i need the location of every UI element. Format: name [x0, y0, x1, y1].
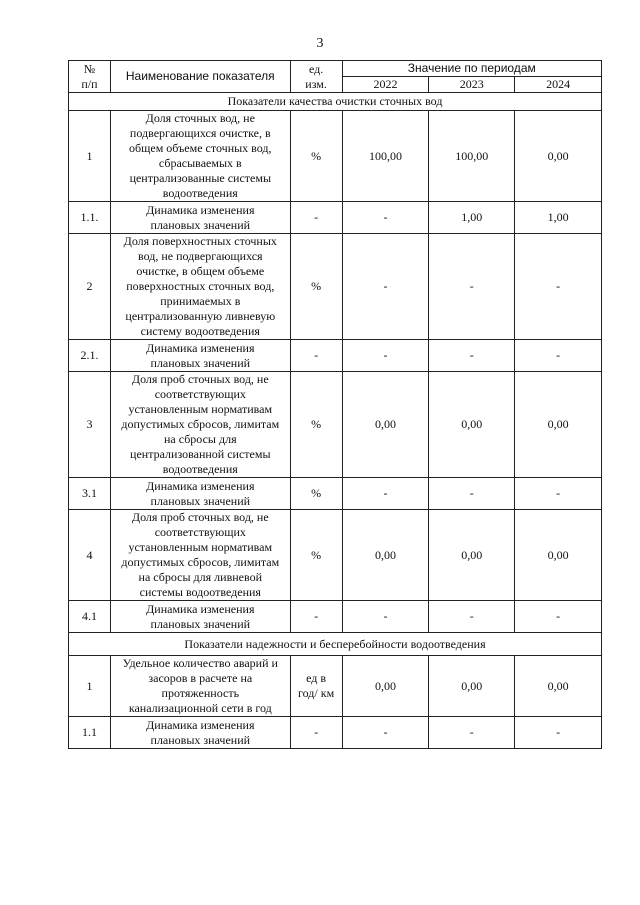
indicator-name [110, 202, 290, 234]
indicator-name-line: плановых значений [150, 732, 251, 747]
indicator-name-line: допустимых сбросов, лимитам [121, 555, 280, 569]
header-year-2024: 2024 [515, 77, 602, 93]
unit-cell: % [290, 478, 342, 510]
section-title: Показатели надежности и бесперебойности водоотведения [69, 633, 602, 656]
row-number: 1.1. [69, 202, 111, 234]
indicator-name-line: централизованную ливневую [125, 309, 276, 323]
row-number: 3 [69, 372, 111, 478]
indicator-name-line: Динамика изменения [146, 202, 255, 217]
section-row [69, 633, 602, 656]
header-num-line2: п/п [81, 76, 98, 91]
indicator-name-line: водоотведения [162, 462, 238, 476]
indicator-name-line: плановых значений [150, 217, 251, 232]
value-2023: - [429, 717, 515, 749]
indicator-name-line: водоотведения [162, 186, 238, 200]
indicator-name [110, 372, 290, 478]
header-num-cell [69, 61, 111, 93]
indicator-name-line: подвергающихся очистке, в [129, 126, 271, 140]
indicator-name-line: плановых значений [150, 616, 251, 631]
value-2022: 100,00 [342, 111, 429, 202]
value-2023: 100,00 [429, 111, 515, 202]
indicator-name-line: централизованной системы [130, 447, 271, 461]
indicator-name-line: установленным нормативам [128, 540, 273, 554]
unit-cell: % [290, 510, 342, 601]
value-2023: - [429, 340, 515, 372]
row-number: 1.1 [69, 717, 111, 749]
indicator-name-line: соответствующих [154, 387, 246, 401]
table-row [69, 656, 602, 717]
value-2023: 1,00 [429, 202, 515, 234]
header-unit-line2: изм. [305, 76, 327, 91]
unit-cell: % [290, 372, 342, 478]
unit-cell: - [290, 717, 342, 749]
value-2022: - [342, 340, 429, 372]
indicator-name-line: Удельное количество аварий и [122, 656, 278, 670]
indicators-table [68, 60, 602, 749]
header-year-2023: 2023 [429, 77, 515, 93]
value-2023: 0,00 [429, 510, 515, 601]
value-2024: - [515, 478, 602, 510]
unit-cell: % [290, 111, 342, 202]
value-2022: 0,00 [342, 372, 429, 478]
section-row [69, 93, 602, 111]
indicator-name-line: на сбросы для ливневой [138, 570, 263, 584]
value-2022: - [342, 601, 429, 633]
indicator-name-line: допустимых сбросов, лимитам [121, 417, 280, 431]
page-number: 3 [316, 36, 324, 51]
unit-cell: - [290, 202, 342, 234]
indicator-name-line: соответствующих [154, 525, 246, 539]
value-2023: 0,00 [429, 656, 515, 717]
row-number: 4.1 [69, 601, 111, 633]
value-2022: 0,00 [342, 510, 429, 601]
unit-cell [290, 656, 342, 717]
table-row [69, 372, 602, 478]
table-row [69, 340, 602, 372]
indicator-name-line: централизованные системы [129, 171, 272, 185]
unit-line: ед в [306, 671, 327, 685]
indicator-name-line: вод, не подвергающихся [138, 249, 263, 263]
value-2024: - [515, 717, 602, 749]
indicator-name [110, 111, 290, 202]
indicator-name-line: очистке, в общем объеме [136, 264, 265, 278]
indicator-name-line: Доля проб сточных вод, не [131, 510, 269, 524]
value-2024: 0,00 [515, 372, 602, 478]
row-number: 1 [69, 656, 111, 717]
indicator-name-line: системы водоотведения [139, 585, 261, 599]
indicator-name [110, 234, 290, 340]
indicator-name [110, 478, 290, 510]
value-2022: - [342, 202, 429, 234]
value-2024: - [515, 601, 602, 633]
value-2024: 0,00 [515, 656, 602, 717]
value-2024: 1,00 [515, 202, 602, 234]
indicator-name-line: установленным нормативам [128, 402, 273, 416]
indicator-name-line: протяженность [161, 686, 240, 700]
indicator-name-line: плановых значений [150, 493, 251, 508]
table-row [69, 717, 602, 749]
header-values-cell: Значение по периодам [342, 61, 601, 77]
indicator-name [110, 510, 290, 601]
value-2022: - [342, 717, 429, 749]
indicator-name-line: Динамика изменения [146, 340, 255, 355]
indicator-name-line: сбрасываемых в [158, 156, 242, 170]
header-year-2022: 2022 [342, 77, 429, 93]
value-2023: 0,00 [429, 372, 515, 478]
indicator-name-line: Динамика изменения [146, 478, 255, 493]
value-2023: - [429, 601, 515, 633]
indicator-name-line: Доля проб сточных вод, не [131, 372, 269, 386]
unit-cell: - [290, 340, 342, 372]
indicator-name [110, 656, 290, 717]
header-row-1 [69, 61, 602, 77]
indicator-name [110, 340, 290, 372]
indicator-name-line: общем объеме сточных вод, [129, 141, 272, 155]
unit-cell: - [290, 601, 342, 633]
indicator-name-line: плановых значений [150, 355, 251, 370]
indicator-name-line: систему водоотведения [140, 324, 260, 338]
indicator-name-line: Доля поверхностных сточных [123, 234, 277, 248]
indicator-name-line: Динамика изменения [146, 717, 255, 732]
indicator-name-line: засоров в расчете на [148, 671, 253, 685]
value-2022: - [342, 478, 429, 510]
table-row [69, 510, 602, 601]
row-number: 2.1. [69, 340, 111, 372]
indicator-name-line: на сбросы для [163, 432, 237, 446]
table-row [69, 478, 602, 510]
unit-cell: % [290, 234, 342, 340]
value-2024: - [515, 234, 602, 340]
indicator-name-line: принимаемых в [160, 294, 241, 308]
indicator-name-line: Доля сточных вод, не [145, 111, 255, 125]
indicator-name-line: канализационной сети в год [128, 701, 272, 715]
indicator-name [110, 717, 290, 749]
table-row [69, 601, 602, 633]
header-name-cell: Наименование показателя [110, 61, 290, 93]
row-number: 3.1 [69, 478, 111, 510]
unit-line: год/ км [298, 686, 335, 700]
value-2023: - [429, 234, 515, 340]
section-title: Показатели качества очистки сточных вод [69, 93, 602, 111]
row-number: 2 [69, 234, 111, 340]
header-unit-cell [290, 61, 342, 93]
indicator-name-line: Динамика изменения [146, 601, 255, 616]
value-2022: - [342, 234, 429, 340]
table-row [69, 234, 602, 340]
indicator-name [110, 601, 290, 633]
row-number: 4 [69, 510, 111, 601]
table-row [69, 202, 602, 234]
row-number: 1 [69, 111, 111, 202]
header-num-line1: № [83, 61, 96, 76]
value-2022: 0,00 [342, 656, 429, 717]
table-row [69, 111, 602, 202]
indicator-name-line: поверхностных сточных вод, [126, 279, 275, 293]
header-unit-line1: ед. [308, 61, 324, 76]
value-2024: 0,00 [515, 510, 602, 601]
value-2023: - [429, 478, 515, 510]
value-2024: 0,00 [515, 111, 602, 202]
value-2024: - [515, 340, 602, 372]
